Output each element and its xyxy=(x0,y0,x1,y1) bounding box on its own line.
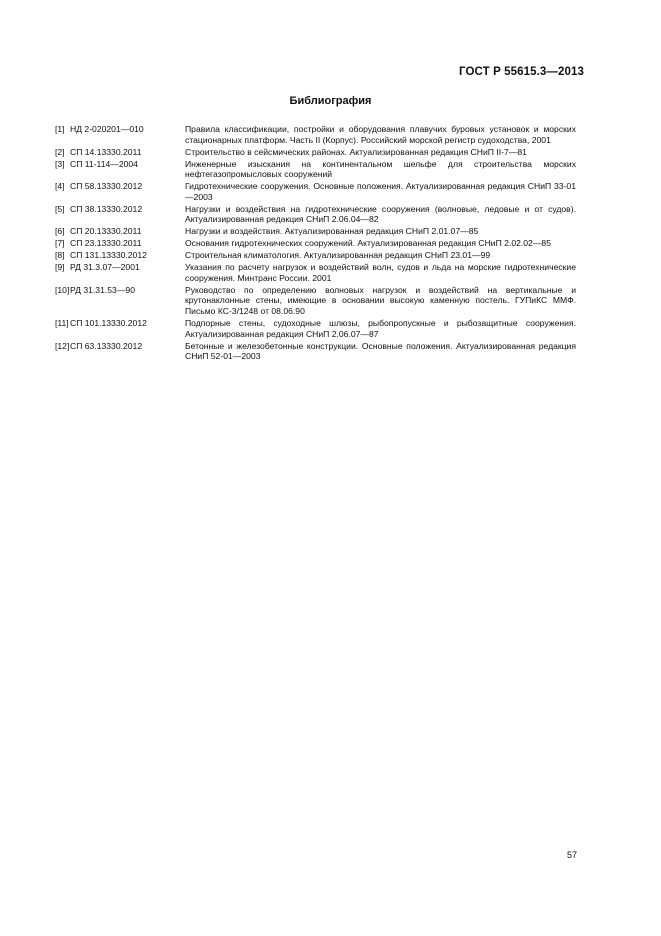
bibliography-entry xyxy=(55,318,576,339)
entry-number: [6] xyxy=(55,226,65,237)
entry-title: Подпорные стены, судоходные шлюзы, рыбопропускные и рыбозащитные сооружения. Актуализированная редакция СНиП 2.06.07—87 xyxy=(185,318,576,339)
entry-title: Указания по расчету нагрузок и воздействий волн, судов и льда на морские гидротехнические сооружения. Минтранс России. 2001 xyxy=(185,262,576,283)
entry-code: СП 58.13330.2012 xyxy=(70,181,143,192)
entry-code: СП 23.13330.2011 xyxy=(70,238,142,249)
entry-number: [10] xyxy=(55,284,70,295)
entry-number: [4] xyxy=(55,181,65,192)
entry-title: Правила классификации, постройки и оборудования плавучих буровых установок и морских стационарных платформ. Часть II (Корпус). Российский морской регистр судоходства, 2001 xyxy=(185,124,576,145)
bibliography-entry xyxy=(55,181,576,202)
entry-code: СП 101.13330.2012 xyxy=(70,318,147,328)
bibliography-entry xyxy=(55,147,576,158)
entry-code: СП 14.13330.2011 xyxy=(70,146,142,157)
bibliography-entry xyxy=(55,285,576,317)
entry-title: Гидротехнические сооружения. Основные положения. Актуализированная редакция СНиП 33-01—2003 xyxy=(185,181,576,202)
entry-number: [8] xyxy=(55,250,65,261)
bibliography-entry xyxy=(55,238,576,249)
entry-number: [3] xyxy=(55,158,65,169)
bibliography-title: Библиография xyxy=(289,95,372,107)
bibliography-entry xyxy=(55,250,576,261)
entry-number: [11] xyxy=(55,318,69,328)
entry-title: Инженерные изыскания на континентальном шельфе для строительства морских нефтегазопромысловых сооружений xyxy=(185,158,576,180)
entry-title: Нагрузки и воздействия. Актуализированная редакция СНиП 2.01.07—85 xyxy=(185,226,479,237)
entry-code: СП 63.13330.2012 xyxy=(70,340,143,351)
bibliography-entry xyxy=(55,262,576,283)
entry-number: [9] xyxy=(55,262,65,273)
entry-number: [7] xyxy=(55,238,65,249)
entry-code: РД 31.31.53—90 xyxy=(70,284,135,295)
entry-number: [5] xyxy=(55,203,65,214)
bibliography-entry xyxy=(55,341,576,362)
entry-code: НД 2-020201—010 xyxy=(70,124,144,134)
entry-title: Строительство в сейсмических районах. Актуализированная редакция СНиП II-7—81 xyxy=(185,146,527,157)
entry-code: СП 38.13330.2012 xyxy=(70,203,143,214)
entry-code: СП 11-114—2004 xyxy=(70,158,138,169)
entry-title: Руководство по определению волновых нагрузок и воздействий на вертикальные и крутонаклонные стены, имеющие в основании высокую каменную постель. ГУПиКС ММФ. Письмо КС-3/1248 от 08.06.90 xyxy=(185,284,576,317)
entry-title: Строительная климатология. Актуализированная редакция СНиП 23.01—99 xyxy=(185,250,491,261)
bibliography-entry xyxy=(55,124,576,145)
entry-title: Бетонные и железобетонные конструкции. Основные положения. Актуализированная редакция СНиП 52-01—2003 xyxy=(185,340,576,362)
entry-title: Основания гидротехнических сооружений. Актуализированная редакция СНиП 2.02.02—85 xyxy=(185,238,551,249)
entry-number: [1] xyxy=(55,124,65,134)
bibliography-entry xyxy=(55,204,576,225)
document-standard-header: ГОСТ Р 55615.3—2013 xyxy=(459,66,584,78)
entry-code: СП 20.13330.2011 xyxy=(70,226,142,237)
entry-title: Нагрузки и воздействия на гидротехнические сооружения (волновые, ледовые и от судов). Актуализированная редакция СНиП 2.06.04—82 xyxy=(185,203,576,225)
entry-code: РД 31.3.07—2001 xyxy=(70,262,140,273)
entry-number: [2] xyxy=(55,146,65,157)
entry-number: [12] xyxy=(55,340,70,351)
page-number: 57 xyxy=(566,850,577,860)
entry-code: СП 131.13330.2012 xyxy=(70,250,147,261)
bibliography-list xyxy=(55,124,576,363)
bibliography-entry xyxy=(55,159,576,180)
bibliography-entry xyxy=(55,226,576,237)
